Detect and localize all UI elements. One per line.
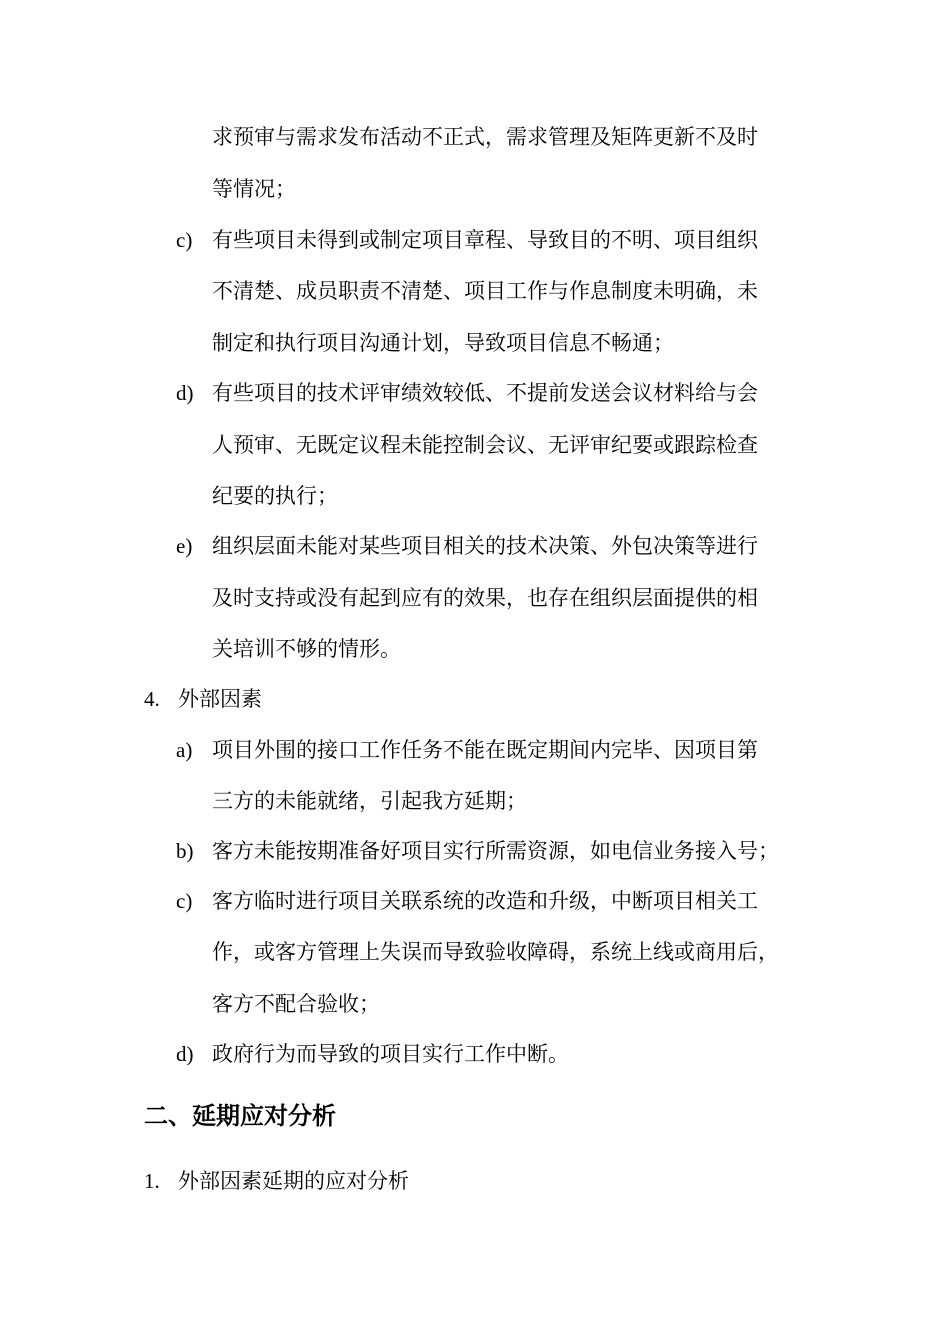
list-item-line: 纪要的执行； xyxy=(212,484,338,508)
section-title: 外部因素 xyxy=(178,687,262,711)
list-item-line: 政府行为而导致的项目实行工作中断。 xyxy=(212,1042,569,1066)
list-item-line: 不清楚、成员职责不清楚、项目工作与作息制度未明确，未 xyxy=(212,279,758,303)
list-marker: a) xyxy=(176,738,193,762)
list-item-line: 客方临时进行项目关联系统的改造和升级，中断项目相关工 xyxy=(212,889,758,913)
list-marker: c) xyxy=(176,889,193,913)
list-item-line: 及时支持或没有起到应有的效果，也存在组织层面提供的相 xyxy=(212,586,758,610)
list-item-line: 项目外围的接口工作任务不能在既定期间内完毕、因项目第 xyxy=(212,738,758,762)
list-item-line: 有些项目未得到或制定项目章程、导致目的不明、项目组织 xyxy=(212,228,758,252)
paragraph-line: 求预审与需求发布活动不正式，需求管理及矩阵更新不及时 xyxy=(212,125,758,149)
list-item-line: 客方不配合验收； xyxy=(212,992,380,1016)
list-item-line: 作，或客方管理上失误而导致验收障碍，系统上线或商用后， xyxy=(212,940,779,964)
paragraph-line: 等情况； xyxy=(212,177,296,201)
list-item-line: 关培训不够的情形。 xyxy=(212,637,401,661)
list-item-line: 三方的未能就绪，引起我方延期； xyxy=(212,789,527,813)
section-heading: 二、延期应对分析 xyxy=(144,1102,336,1130)
list-marker: d) xyxy=(176,381,194,405)
section-number: 1. xyxy=(144,1169,160,1193)
list-item-line: 人预审、无既定议程未能控制会议、无评审纪要或跟踪检查 xyxy=(212,433,758,457)
list-marker: d) xyxy=(176,1042,194,1066)
list-item-line: 制定和执行项目沟通计划，导致项目信息不畅通； xyxy=(212,331,674,355)
section-title: 外部因素延期的应对分析 xyxy=(178,1169,409,1193)
list-item-line: 客方未能按期准备好项目实行所需资源，如电信业务接入号； xyxy=(212,839,779,863)
list-marker: b) xyxy=(176,839,194,863)
section-number: 4. xyxy=(144,687,160,711)
list-item-line: 组织层面未能对某些项目相关的技术决策、外包决策等进行 xyxy=(212,534,758,558)
list-item-line: 有些项目的技术评审绩效较低、不提前发送会议材料给与会 xyxy=(212,381,758,405)
list-marker: e) xyxy=(176,534,193,558)
list-marker: c) xyxy=(176,228,193,252)
